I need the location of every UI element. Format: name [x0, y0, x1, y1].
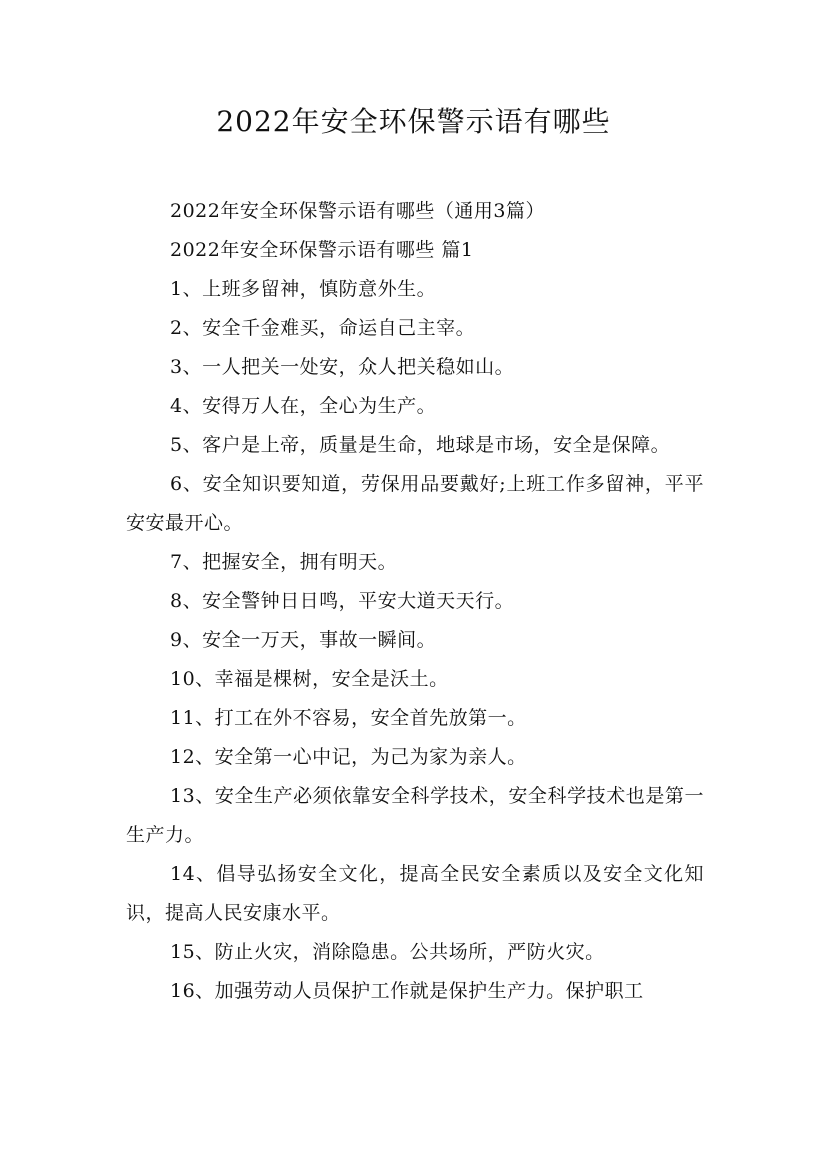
slogan-item: 3、一人把关一处安，众人把关稳如山。 — [170, 356, 515, 378]
slogan-item: 6、安全知识要知道，劳保用品要戴好;上班工作多留神，平平安安最开心。 — [126, 473, 704, 534]
slogan-item: 7、把握安全，拥有明天。 — [170, 551, 398, 573]
slogan-item: 1、上班多留神，慎防意外生。 — [170, 278, 437, 300]
slogan-item: 10、幸福是棵树，安全是沃土。 — [170, 668, 449, 690]
slogan-item: 14、倡导弘扬安全文化，提高全民安全素质以及安全文化知识，提高人民安康水平。 — [126, 863, 704, 924]
slogan-item: 4、安得万人在，全心为生产。 — [170, 395, 437, 417]
slogan-item: 15、防止火灾，消除隐患。公共场所，严防火灾。 — [170, 941, 605, 963]
slogan-item: 8、安全警钟日日鸣，平安大道天天行。 — [170, 590, 515, 612]
slogan-item: 9、安全一万天，事故一瞬间。 — [170, 629, 437, 651]
slogan-item: 5、客户是上帝，质量是生命，地球是市场，安全是保障。 — [170, 434, 671, 456]
slogan-item: 16、加强劳动人员保护工作就是保护生产力。保护职工 — [170, 980, 644, 1002]
paragraph-intro: 2022年安全环保警示语有哪些（通用3篇） — [170, 200, 545, 222]
slogan-item: 2、安全千金难买，命运自己主宰。 — [170, 317, 476, 339]
slogan-item: 13、安全生产必须依靠安全科学技术，安全科学技术也是第一生产力。 — [126, 785, 704, 846]
slogan-item: 12、安全第一心中记，为己为家为亲人。 — [170, 746, 527, 768]
document-body — [126, 192, 704, 1011]
slogan-item: 11、打工在外不容易，安全首先放第一。 — [170, 707, 527, 729]
paragraph-section-heading: 2022年安全环保警示语有哪些 篇1 — [170, 239, 474, 261]
document-title: 2022年安全环保警示语有哪些 — [216, 105, 611, 138]
